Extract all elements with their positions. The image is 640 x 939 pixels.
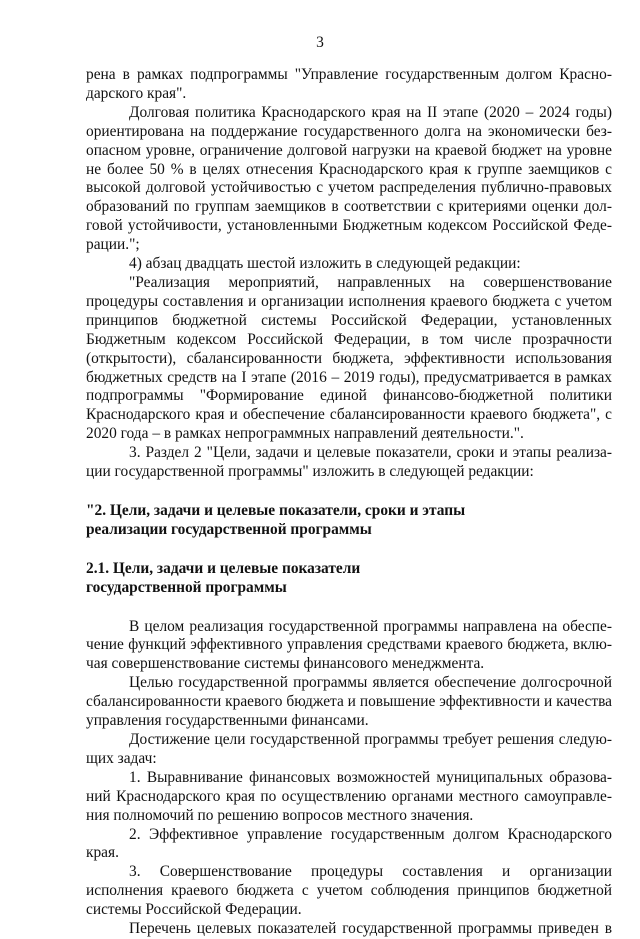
paragraph-continuation: рена в рамках подпрограммы "Управление государственным долгом Краснодарского края". xyxy=(86,66,612,102)
page-number: 3 xyxy=(316,34,324,51)
paragraph-amendment-4: 4) абзац двадцать шестой изложить в следующей редакции: xyxy=(129,255,521,273)
section-heading xyxy=(86,502,612,540)
paragraph-program-direction: В целом реализация государственной программы направлена на обеспечение функций эффективного управления средствами краевого бюджета, включая совершенствование системы финансового менеджмента. xyxy=(86,617,612,673)
task-item-3: 3. Совершенствование процедуры составления и организации исполнения краевого бюджета с учетом соблюдения принципов бюджетной системы Российской Федерации. xyxy=(86,863,612,919)
subsection-heading-line-1: 2.1. Цели, задачи и целевые показатели xyxy=(86,559,361,577)
subsection-heading-line-2: государственной программы xyxy=(86,578,287,596)
task-item-1: 1. Выравнивание финансовых возможностей муниципальных образований Краснодарского края по осуществлению органами местного самоуправления полномочий по решению вопросов местного значения. xyxy=(86,768,612,824)
subsection-heading xyxy=(86,560,612,598)
paragraph-section-2-change: 3. Раздел 2 "Цели, задачи и целевые показатели, сроки и этапы реализации государственной программы" изложить в следующей редакции: xyxy=(86,444,612,481)
paragraph-implementation: "Реализация мероприятий, направленных на совершенствование процедуры составления и организации исполнения краевого бюджета с учетом принципов бюджетной системы Российской Федерации, установленных Бюджетным кодексом Российской Федерации, в том числе прозрачности (открытости), сбалансированности бюджета, эффективности использования бюджетных средств на I этапе (2016 – 2019 годы), предусматривается в рамках подпрограммы "Формирование единой финансово-бюджетной политики Краснодарского края и обеспечение сбалансированности краевого бюджета", с 2020 года – в рамках непрограммных направлений деятельности.". xyxy=(86,273,612,443)
document-body xyxy=(86,66,612,939)
paragraph-tasks-intro: Достижение цели государственной программы требует решения следующих задач: xyxy=(86,731,612,767)
paragraph-debt-policy: Долговая политика Краснодарского края на II этапе (2020 – 2024 годы) ориентирована на поддержание государственного долга на экономически безопасном уровне, ограничение долговой нагрузки на краевой бюджет на уровне не более 50 % в целях отнесения Краснодарского края к группе заемщиков с высокой долговой устойчивостью с учетом распределения публично-правовых образований по группам заемщиков в соответствии с критериями оценки долговой устойчивости, установленными Бюджетным кодексом Российской Федерации."; xyxy=(86,103,612,254)
section-heading-line-1: "2. Цели, задачи и целевые показатели, сроки и этапы xyxy=(86,501,466,519)
section-heading-line-2: реализации государственной программы xyxy=(86,520,372,538)
task-item-2: 2. Эффективное управление государственным долгом Краснодарского края. xyxy=(86,825,612,862)
paragraph-program-goal: Целью государственной программы является обеспечение долгосрочной сбалансированности краевого бюджета и повышение эффективности и качества управления государственными финансами. xyxy=(86,674,612,730)
paragraph-indicators: Перечень целевых показателей государственной программы приведен в xyxy=(129,920,612,938)
